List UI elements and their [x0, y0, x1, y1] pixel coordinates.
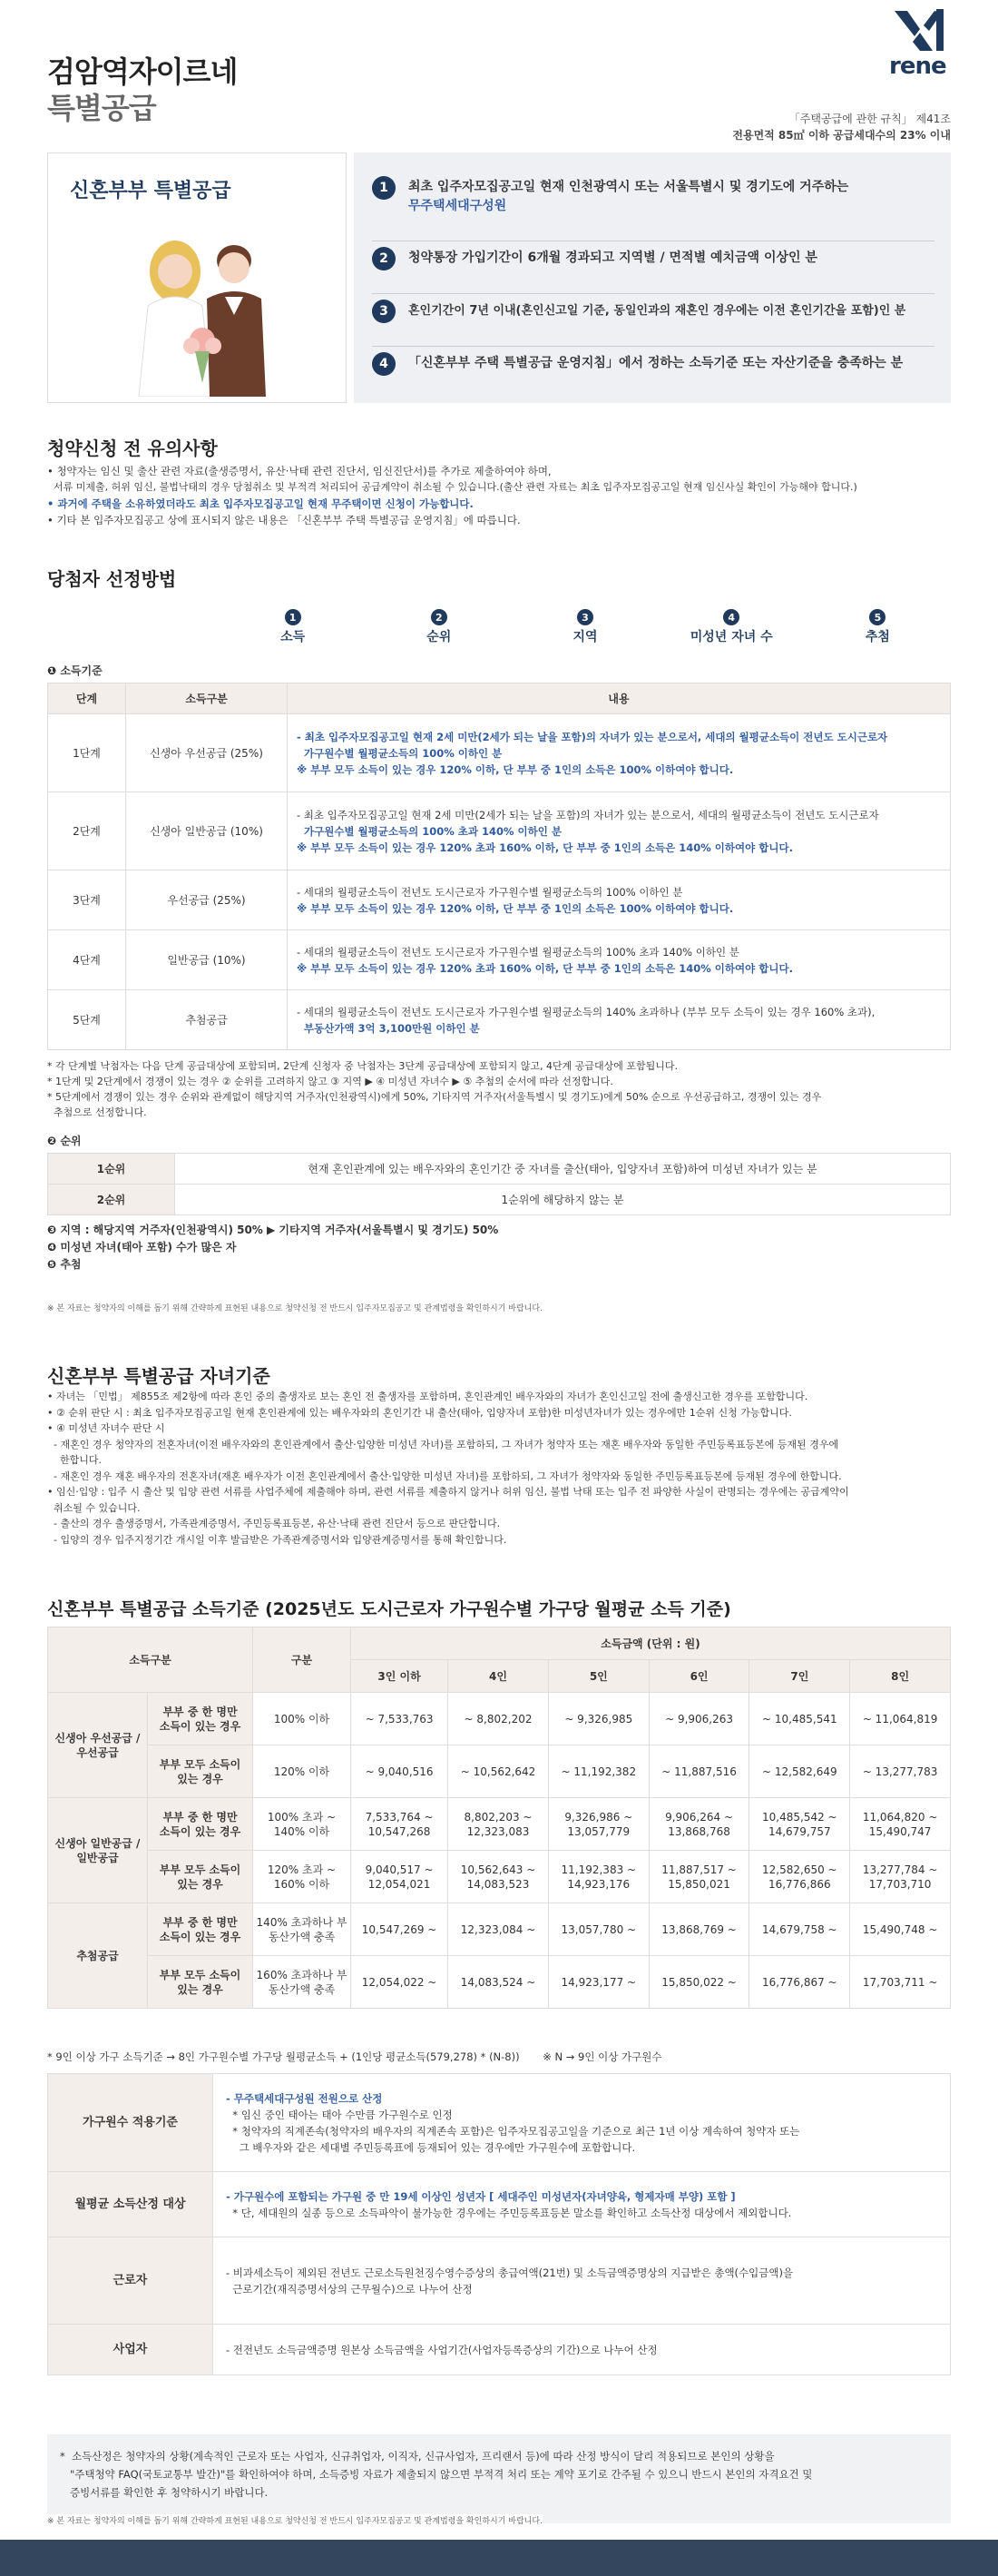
step-region: 3 지역: [512, 601, 658, 654]
table-row: 추첨공급 부부 중 한 명만 소득이 있는 경우 140% 초과하나 부동산가액 충족 10,547,269 ~ 12,323,084 ~ 13,057,780 ~ 13,868,769 ~ 14,679,758 ~ 15,490,748 ~: [48, 1903, 951, 1956]
calculation-table: [47, 2073, 951, 2375]
rank-label: ❷ 순위: [47, 1135, 82, 1147]
hero-title: 신혼부부 특별공급: [70, 180, 231, 202]
table-row: 월평균 소득산정 대상 - 가구원수에 포함되는 가구원 중 만 19세 이상인 성년자 [ 세대주인 미성년자(자녀양육, 형제자매 부양) 포함 ] * 단, 세대원의 실종 등으로 소득파악이 불가능한 경우에는 주민등록표등본 말소를 확인하고 소득산정 대상에서 제외합니다.: [48, 2172, 951, 2237]
table-row: 신생아 일반공급 / 일반공급 부부 중 한 명만 소득이 있는 경우 100% 초과 ~ 140% 이하 7,533,764 ~ 10,547,268 8,802,203 ~ 12,323,083 9,326,986 ~ 13,057,779 9,906,264 ~ 13,868,768 10,485,542 ~ 14,679,757 11,064,820 ~ 15,490,747: [48, 1798, 951, 1851]
table-row: 부부 모두 소득이 있는 경우 120% 이하 ~ 9,040,516 ~ 10,562,642 ~ 11,192,382 ~ 11,887,516 ~ 12,582,649 ~ 13,277,783: [48, 1745, 951, 1798]
child-title: 신혼부부 특별공급 자녀기준: [47, 1365, 270, 1387]
table-row: 신생아 우선공급 / 우선공급 부부 중 한 명만 소득이 있는 경우 100% 이하 ~ 7,533,763 ~ 8,802,202 ~ 9,326,985 ~ 9,906,263 ~ 10,485,541 ~ 11,064,819: [48, 1693, 951, 1745]
step-criteria: 당첨자 선정기준: [47, 601, 220, 654]
table-row: 부부 모두 소득이 있는 경우 160% 초과하나 부동산가액 충족 12,054,022 ~ 14,083,524 ~ 14,923,177 ~ 15,850,022 ~ 16,776,867 ~ 17,703,711 ~: [48, 1956, 951, 2009]
income-calc-note: * 소득산정은 청약자의 상황(계속적인 근로자 또는 사업자, 신규취업자, 이직자, 신규사업자, 프리랜서 등)에 따라 산정 방식이 달리 적용되므로 본인의 상황을 "주택청약 FAQ(국토교통부 발간)"를 확인하여야 하며, 소득증빙 자료가 제출되지 않으면 부적격 처리 또는 계약 포기로 간주될 수 있으니 반드시 본인의 자격요건 및 증빙서류를 확인한 후 청약하시기 바랍니다.: [47, 2434, 951, 2523]
step-rank: 2 순위: [366, 601, 512, 654]
disclaimer: ※ 본 자료는 청약자의 이해를 돕기 위해 간략하게 표현된 내용으로 청약신청 전 반드시 입주자모집공고 및 관계법령을 확인하시기 바랍니다.: [47, 2514, 543, 2526]
condition-item: 4 「신혼부부 주택 특별공급 운영지침」에서 정하는 소득기준 또는 자산기준을 충족하는 분: [372, 352, 934, 392]
income-table-note: * 9인 이상 가구 소득기준 → 8인 가구원수별 가구당 월평균소득 + (1인당 평균소득(579,278) * (N-8)) ※ N → 9인 이상 가구원수: [47, 2050, 662, 2063]
selection-title: 당첨자 선정방법: [47, 568, 177, 590]
condition-item: 1 최초 입주자모집공고일 현재 인천광역시 또는 서울특별시 및 경기도에 거주하는 무주택세대구성원: [372, 176, 934, 241]
table-row: 2순위 1순위에 해당하지 않는 분: [48, 1185, 951, 1215]
table-row: 근로자 - 비과세소득이 제외된 전년도 근로소득원천징수영수증상의 총급여액(21번) 및 소득금액증명상의 지급받은 총액(수입금액)을 근로기간(재직증명서상의 근무월수)으로 나누어 산정: [48, 2237, 951, 2325]
law-note: 「주택공급에 관한 규칙」 제41조 전용면적 85㎡ 이하 공급세대수의 23% 이내: [732, 113, 951, 142]
notice-list: • 청약자는 임신 및 출산 관련 자료(출생증명서, 유산·낙태 관련 진단서, 임신진단서)를 추가로 제출하여야 하며, 서류 미제출, 허위 임신, 불법낙태의 경우 당첨취소 및 부적격 처리되어 공급계약이 취소될 수 있습니다.(출산 관련 자료는 최초 입주자모집공고일 현재 임신사실 확인이 가능해야 합니다.) • 과거에 주택을 소유하였더라도 최초 입주자모집공고일 현재 무주택이면 신청이 가능합니다. • 기타 본 입주자모집공고 상에 표시되지 않은 내용은 「신혼부부 주택 특별공급 운영지침」에 따릅니다.: [47, 465, 857, 526]
brand-logo: [887, 5, 951, 96]
table-row: 4단계 일반공급 (10%) - 세대의 월평균소득이 전년도 도시근로자 가구원수별 월평균소득의 100% 초과 140% 이하인 분 ※ 부부 모두 소득이 있는 경우 120% 초과 160% 이하, 단 부부 중 1인의 소득은 140% 이하여야 합니다.: [48, 930, 951, 990]
table-row: 3단계 우선공급 (25%) - 세대의 월평균소득이 전년도 도시근로자 가구원수별 월평균소득의 100% 이하인 분 ※ 부부 모두 소득이 있는 경우 120% 이하, 단 부부 중 1인의 소득은 100% 이하여야 합니다.: [48, 870, 951, 930]
page-subtitle: 특별공급: [47, 91, 156, 125]
table-row: 5단계 추첨공급 - 세대의 월평균소득이 전년도 도시근로자 가구원수별 월평균소득의 140% 초과하나 (부부 모두 소득이 있는 경우 160% 초과), 부동산가액 3억 3,100만원 이하인 분: [48, 990, 951, 1050]
income-notes: * 각 단계별 낙첨자는 다음 단계 공급대상에 포함되며, 2단계 신청자 중 낙첨자는 3단계 공급대상에 포함되지 않고, 4단계 공급대상에 포함됩니다. * 1단계 및 2단계에서 경쟁이 있는 경우 ② 순위를 고려하지 않고 ③ 지역 ▶ ④ 미성년 자녀수 ▶ ⑤ 추첨의 순서에 따라 선정합니다. * 5단계에서 경쟁이 있는 경우 순위와 관계없이 해당지역 거주자(인천광역시)에게 50%, 기타지역 거주자(서울특별시 및 경기도)에게 50% 순으로 우선공급하고, 경쟁이 있는 경우 추첨으로 선정합니다.: [47, 1060, 822, 1118]
table-row: 부부 모두 소득이 있는 경우 120% 초과 ~ 160% 이하 9,040,517 ~ 12,054,021 10,562,643 ~ 14,083,523 11,192,383 ~ 14,923,176 11,887,517 ~ 15,850,021 12,582,650 ~ 16,776,866 13,277,784 ~ 17,703,710: [48, 1851, 951, 1903]
step-lottery: 5 추첨: [805, 601, 951, 654]
rank-table: [47, 1153, 951, 1215]
selection-after: ❸ 지역 : 해당지역 거주자(인천광역시) 50% ▶ 기타지역 거주자(서울특별시 및 경기도) 50% ❹ 미성년 자녀(태아 포함) 수가 많은 자 ❺ 추첨: [47, 1224, 499, 1271]
disclaimer: ※ 본 자료는 청약자의 이해를 돕기 위해 간략하게 표현된 내용으로 청약신청 전 반드시 입주자모집공고 및 관계법령을 확인하시기 바랍니다.: [47, 1304, 543, 1313]
table-row: 1순위 현재 혼인관계에 있는 배우자와의 혼인기간 중 자녀를 출산(태아, 입양자녀 포함)하여 미성년 자녀가 있는 분: [48, 1154, 951, 1185]
table-row: 사업자 - 전전년도 소득금액증명 원본상 소득금액을 사업기간(사업자등록증상의 기간)으로 나누어 산정: [48, 2325, 951, 2375]
page-title: 검암역자이르네: [47, 54, 238, 89]
income-label: ❶ 소득기준: [47, 664, 103, 677]
hero-section: [47, 152, 951, 403]
condition-item: 2 청약통장 가입기간이 6개월 경과되고 지역별 / 면적별 예치금액 이상인 분: [372, 247, 934, 294]
step-children: 4 미성년 자녀 수: [659, 601, 805, 654]
hero-conditions: [354, 152, 951, 403]
hero-panel: [47, 152, 347, 403]
brand-name: rene: [889, 53, 946, 80]
notice-title: 청약신청 전 유의사항: [47, 438, 218, 459]
child-list: • 자녀는 「민법」 제855조 제2항에 따라 혼인 중의 출생자로 보는 혼인 전 출생자를 포함하며, 혼인관계인 배우자와의 자녀가 혼인신고일 전에 출생신고한 경우를 포함합니다. • ② 순위 판단 시 : 최초 입주자모집공고일 현재 혼인관계에 있는 배우자와의 혼인기간 내 출산(태아, 입양자녀 포함)한 미성년자녀가 있는 경우에만 1순위 신청 가능합니다. • ④ 미성년 자녀수 판단 시 - 재혼인 경우 청약자의 전혼자녀(이전 배우자와의 혼인관계에서 출산·입양한 미성년 자녀)를 포함하되, 그 자녀가 청약자 또는 재혼 배우자와 동일한 주민등록표등본에 등재된 경우에 한합니다. - 재혼인 경우 재혼 배우자의 전혼자녀(재혼 배우자가 이전 혼인관계에서 출산·입양한 미성년 자녀)를 포함하되, 그 자녀가 청약자와 동일한 주민등록표등본에 등재된 경우에 한합니다. • 임신·입양 : 입주 시 출산 및 입양 관련 서류를 사업주체에 제출해야 하며, 관련 서류를 제출하지 않거나 허위 임신, 불법 낙태 또는 입주 전 파양한 사실이 판명되는 경우에는 공급계약이 취소될 수 있습니다. - 출산의 경우 출생증명서, 가족관계증명서, 주민등록표등본, 유산·낙태 관련 진단서 등으로 판단합니다. - 입양의 경우 입주지정기간 개시일 이후 발급받은 가족관계증명서와 입양관계증명서를 통해 확인합니다.: [47, 1391, 849, 1546]
footer-bar: [0, 2540, 998, 2576]
income-stage-table: 단계 소득구분 내용 1단계 신생아 우선공급 (25%) - 최초 입주자모집공고일 현재 2세 미만(2세가 되는 날을 포함)의 자녀가 있는 분으로서, 세대의 월평균소득이 전년도 도시근로자 가구원수별 월평균소득의 100% 이하인 분 ※ 부부 모두 소득이 있는 경우 120% 이하, 단 부부 중 1인의 소득은 100% 이하여야 합니다. 2단계 신생아 일반공급 (10%) - 최초 입주자모집공고일 현재 2세 미만(2세가 되는 날을 포함)의 자녀가 있는 분으로서, 세대의 월평균소득이 전년도 도시근로자 가구원수별 월평균소득의 100% 초과 140% 이하인 분 ※ 부부 모두 소득이 있는 경우 120% 초과 160% 이하, 단 부부 중 1인의 소득은 140% 이하여야 합니다. 3단계 우선공급 (25%) - 세대의 월평균소득이 전년도 도시근로자 가구원수별 월평균소득의 100% 이하인 분 ※ 부부 모두 소득이 있는 경우 120% 이하, 단 부부 중 1인의 소득은 100% 이하여야 합니다. 4단계 일반공급 (10%) - 세대의 월평균소득이 전년도 도시근로자 가구원수별 월평균소득의 100% 초과 140% 이하인 분 ※ 부부 모두 소득이 있는 경우 120% 초과 160% 이하, 단 부부 중 1인의 소득은 140% 이하여야 합니다. 5단계 추첨공급 - 세대의 월평균소득이 전년도 도시근로자 가구원수별 월평균소득의 140% 초과하나 (부부 모두 소득이 있는 경우 160% 초과), 부동산가액 3억 3,100만원 이하인 분: [47, 683, 951, 1050]
income-table-title: 신혼부부 특별공급 소득기준 (2025년도 도시근로자 가구원수별 가구당 월평균 소득 기준): [47, 1599, 731, 1619]
couple-illustration-icon: [112, 224, 293, 397]
income-amount-table: 소득구분 구분 소득금액 (단위 : 원) 3인 이하 4인 5인 6인 7인 8인 신생아 우선공급 / 우선공급 부부 중 한 명만 소득이 있는 경우 100% 이하 ~ 7,533,763 ~ 8,802,202 ~ 9,326,985 ~ 9,906,263 ~ 10,485,541 ~ 11,064,819 부부 모두 소득이 있는 경우 120% 이하 ~ 9,040,516 ~ 10,562,642 ~ 11,192,382 ~ 11,887,516 ~ 12,582,649 ~ 13,277,783 신생아 일반공급 / 일반공급 부부 중 한 명만 소득이 있는 경우 100% 초과 ~ 140% 이하 7,533,764 ~ 10,547,268 8,802,203 ~ 12,323,083 9,326,986 ~ 13,057,779 9,906,264 ~ 13,868,768 10,485,542 ~ 14,679,757 11,064,820 ~ 15,490,747 부부 모두 소득이 있는 경우 120% 초과 ~ 160% 이하 9,040,517 ~ 12,054,021 10,562,643 ~ 14,083,523 11,192,383 ~ 14,923,176 11,887,517 ~ 15,850,021 12,582,650 ~ 16,776,866 13,277,784 ~ 17,703,710 추첨공급 부부 중 한 명만 소득이 있는 경우 140% 초과하나 부동산가액 충족 10,547,269 ~ 12,323,084 ~ 13,057,780 ~ 13,868,769 ~ 14,679,758 ~ 15,490,748 ~ 부부 모두 소득이 있는 경우 160% 초과하나 부동산가액 충족 12,054,022 ~ 14,083,524 ~ 14,923,177 ~ 15,850,022 ~ 16,776,867 ~ 17,703,711 ~: [47, 1627, 951, 2009]
selection-steps: [47, 601, 951, 654]
table-row: 2단계 신생아 일반공급 (10%) - 최초 입주자모집공고일 현재 2세 미만(2세가 되는 날을 포함)의 자녀가 있는 분으로서, 세대의 월평균소득이 전년도 도시근로자 가구원수별 월평균소득의 100% 초과 140% 이하인 분 ※ 부부 모두 소득이 있는 경우 120% 초과 160% 이하, 단 부부 중 1인의 소득은 140% 이하여야 합니다.: [48, 792, 951, 870]
step-income: 1 소득: [220, 601, 366, 654]
condition-item: 3 혼인기간이 7년 이내(혼인신고일 기준, 동일인과의 재혼인 경우에는 이전 혼인기간을 포함)인 분: [372, 300, 934, 347]
table-row: 1단계 신생아 우선공급 (25%) - 최초 입주자모집공고일 현재 2세 미만(2세가 되는 날을 포함)의 자녀가 있는 분으로서, 세대의 월평균소득이 전년도 도시근로자 가구원수별 월평균소득의 100% 이하인 분 ※ 부부 모두 소득이 있는 경우 120% 이하, 단 부부 중 1인의 소득은 100% 이하여야 합니다.: [48, 714, 951, 792]
table-row: 가구원수 적용기준 - 무주택세대구성원 전원으로 산정 * 임신 중인 태아는 태아 수만큼 가구원수로 인정 * 청약자의 직계존속(청약자의 배우자의 직계존속 포함)은 입주자모집공고일을 기준으로 최근 1년 이상 계속하여 청약자 또는 그 배우자와 같은 세대별 주민등록표에 등재되어 있는 경우에만 가구원수에 포함합니다.: [48, 2074, 951, 2172]
